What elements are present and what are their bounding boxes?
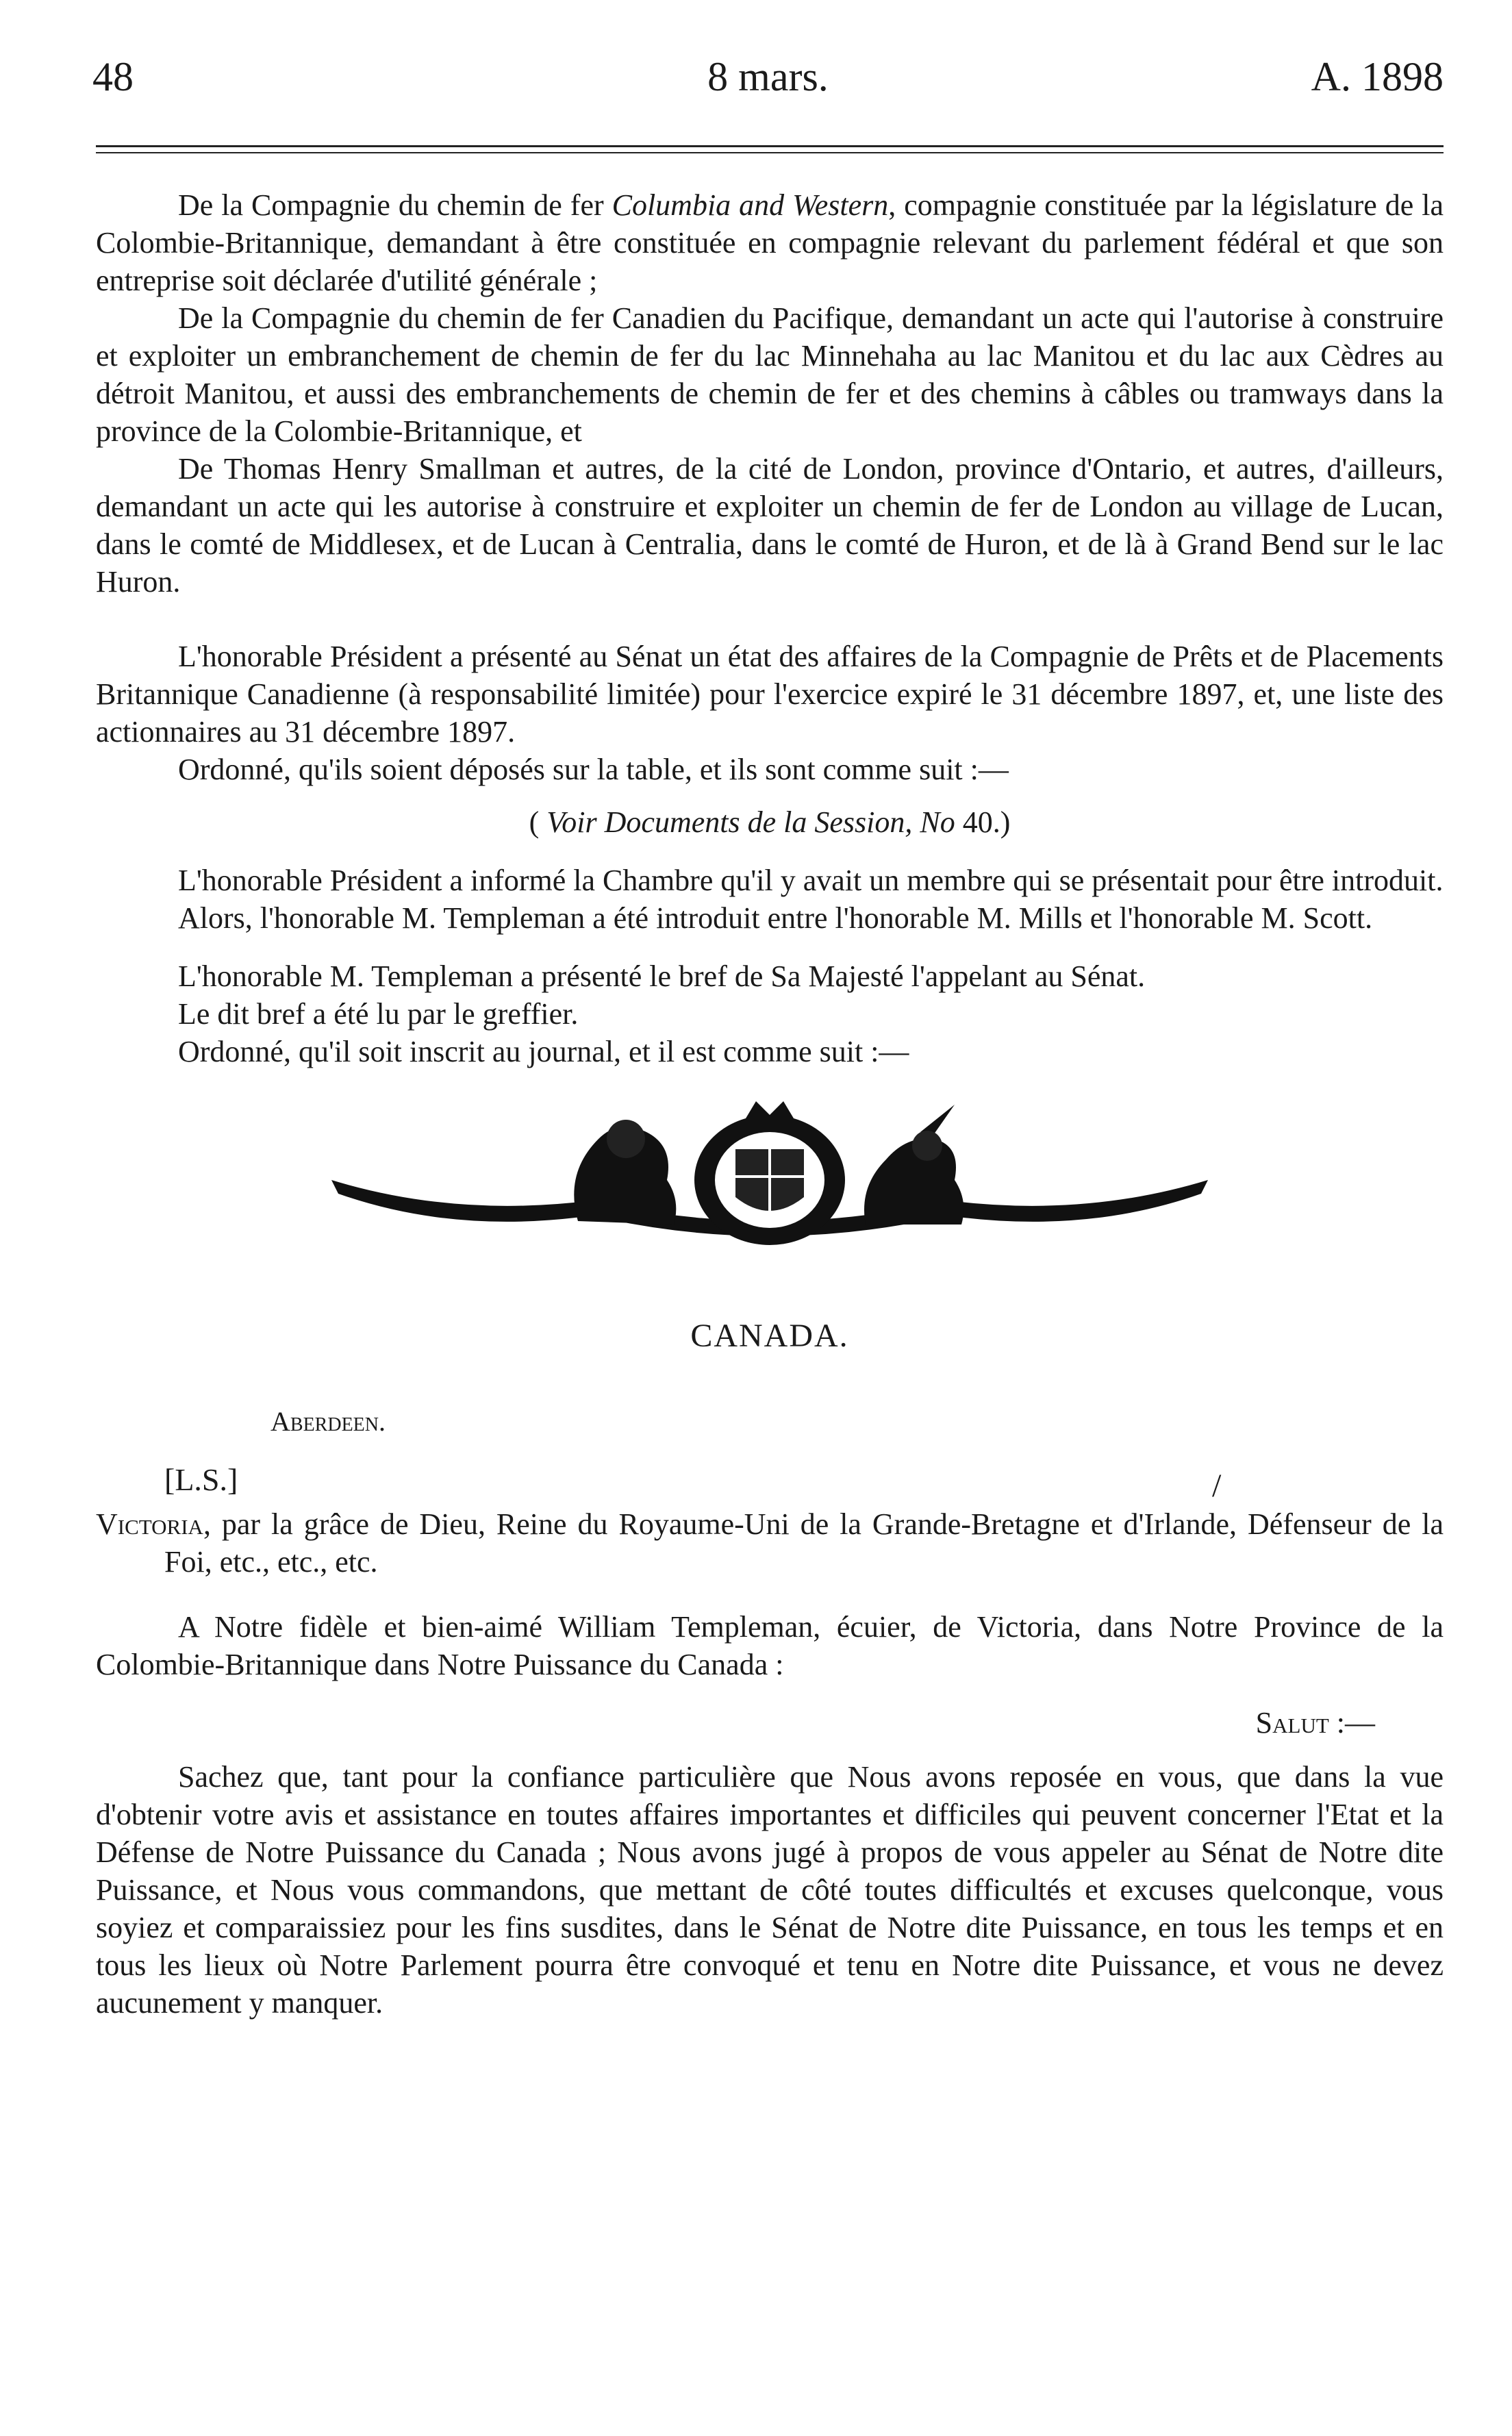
header-rule-double [96,152,1444,153]
page-header [92,53,1444,108]
royal-coat-of-arms-icon [318,1098,1222,1255]
writ-address: A Notre fidèle et bien-aimé William Templeman, écuier, de Victoria, dans Notre Province de la Colombie-Britannique dans Notre Puissance du Canada : [96,1610,1444,1681]
ordered-paragraph: Ordonné, qu'ils soient déposés sur la table, et ils sont comme suit :— [178,753,1009,786]
writ-read: Le dit bref a été lu par le greffier. [178,997,579,1031]
header-date: 8 mars. [707,54,829,99]
header-rule [96,145,1444,147]
petition-columbia-western: De la Compagnie du chemin de fer Columbia and Western, compagnie constituée par la législature de la Colombie-Britannique, demandant à être constituée en compagnie relevant du parlement fédéral et que son entreprise soit déclarée d'utilité générale ; [96,188,1444,297]
victoria-title: Victoria, par la grâce de Dieu, Reine du Royaume-Uni de la Grande-Bretagne et d'Irlande, Défenseur de la Foi, etc., etc., etc. [96,1507,1444,1579]
statement-paragraph: L'honorable Président a présenté au Sénat un état des affaires de la Compagnie de Prêts et de Placements Britannique Canadienne (à responsabilité limitée) pour l'exercice expiré le 31 décembre 1897, et, une liste des actionnaires au 31 décembre 1897. [96,640,1444,749]
writ-body: Sachez que, tant pour la confiance particulière que Nous avons reposée en vous, que dans la vue d'obtenir votre avis et assistance en toutes affaires importantes et difficiles qui peuvent concerner l'Etat et la Défense de Notre Puissance du Canada ; Nous avons jugé à propos de vous appeler au Sénat de Notre dite Puissance, et Nous vous commandons, que mettant de côté toutes difficultés et excuses quelconque, vous soyiez et comparaissiez pour les fins susdites, dans le Sénat de Notre dite Puissance, en tous les temps et en tous les lieux où Notre Parlement pourra être convoqué et tenu en Notre dite Puissance, et vous ne devez aucunement y manquer. [96,1760,1444,2020]
seal-mark: [L.S.] [164,1462,238,1497]
member-introduction: L'honorable Président a informé la Chambre qu'il y avait un membre qui se présentait pour être introduit. [178,864,1444,897]
writ-presented: L'honorable M. Templeman a présenté le bref de Sa Majesté l'appelant au Sénat. [178,959,1146,993]
petition-smallman: De Thomas Henry Smallman et autres, de la cité de London, province d'Ontario, et autres, d'ailleurs, demandant un acte qui les autorise à construire et exploiter un chemin de fer de London au village de Lucan, dans le comté de Middlesex, et de Lucan à Centralia, dans le comté de Huron, et de là à Grand Bend sur le lac Huron. [96,452,1444,599]
governor-signature: Aberdeen. [270,1406,386,1437]
page-number: 48 [92,54,134,99]
country-heading: CANADA. [690,1318,849,1354]
salut-line: Salut :— [1255,1706,1375,1740]
marginal-mark: / [1212,1468,1222,1504]
petition-canadian-pacific: De la Compagnie du chemin de fer Canadien du Pacifique, demandant un acte qui l'autorise à construire et exploiter un embranchement de chemin de fer du lac Minnehaha au lac Manitou et du lac aux Cèdres au détroit Manitou, et aussi des embranchements de chemin de fer et des chemins à câbles ou tramways dans la province de la Colombie-Britannique, et [96,301,1444,448]
session-documents-ref: ( Voir Documents de la Session, No 40.) [529,805,1011,839]
header-year: A. 1898 [1311,54,1444,99]
page-body [96,186,1444,2022]
templeman-introduced: Alors, l'honorable M. Templeman a été introduit entre l'honorable M. Mills et l'honorable M. Scott. [178,901,1373,935]
writ-ordered: Ordonné, qu'il soit inscrit au journal, et il est comme suit :— [178,1035,909,1068]
